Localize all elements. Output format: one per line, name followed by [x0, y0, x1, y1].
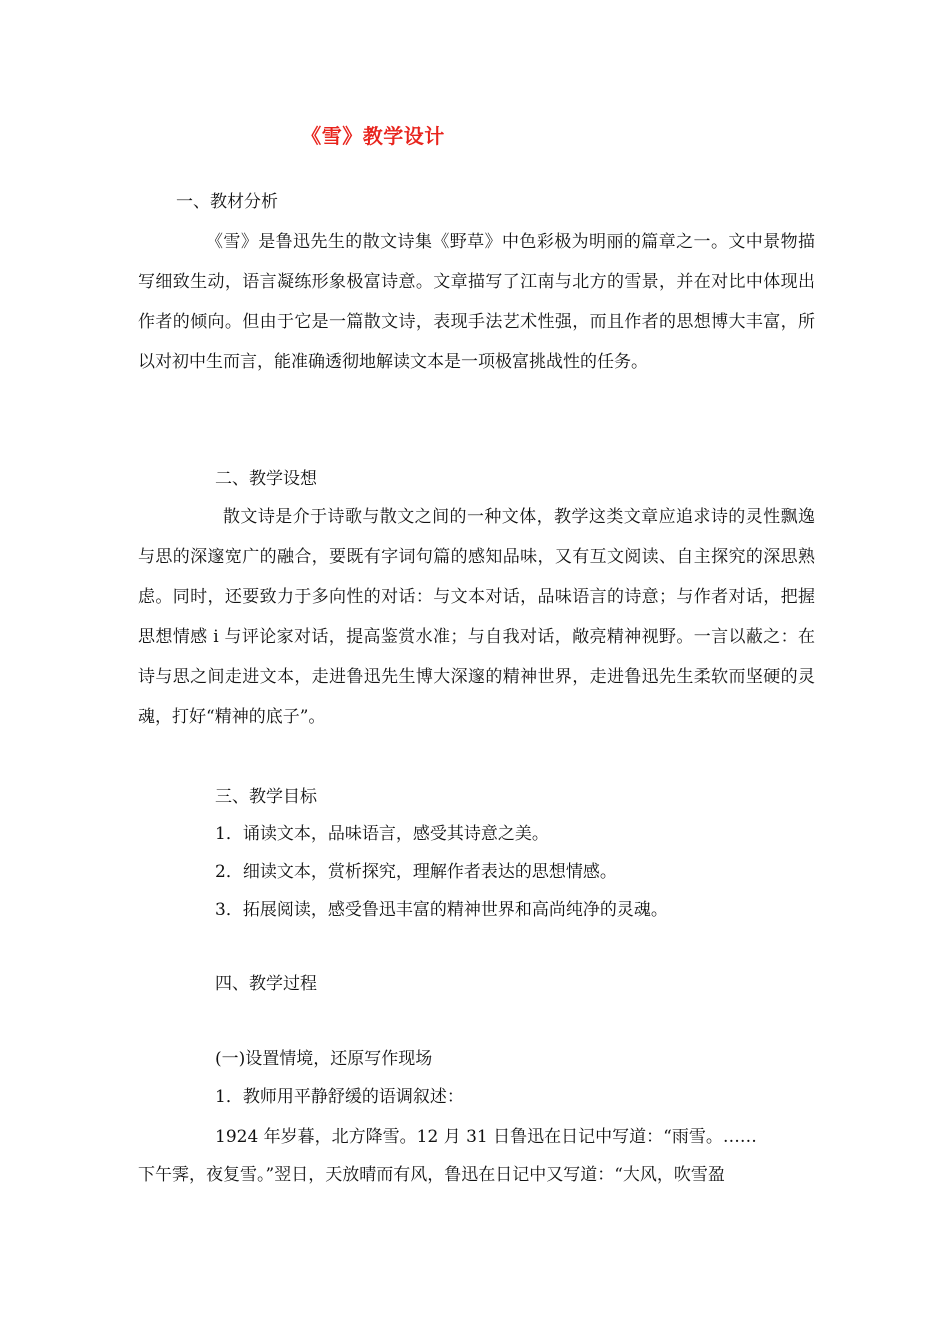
process-sub-heading: (一)设置情境，还原写作现场	[215, 1049, 433, 1069]
section-body-materials: 《雪》是鲁迅先生的散文诗集《野草》中色彩极为明丽的篇章之一。文中景物描写细致生动，语言凝练形象极富诗意。文章描写了江南与北方的雪景，并在对比中体现出作者的倾向。但由于它是一篇散文诗，表现手法艺术性强，而且作者的思想博大丰富，所以对初中生而言，能准确透彻地解读文本是一项极富挑战性的任务。	[138, 232, 815, 372]
section-heading-design: 二、教学设想	[215, 469, 317, 489]
goal-item-2: 2．细读文本，赏析探究，理解作者表达的思想情感。	[215, 862, 617, 882]
section-heading-materials: 一、教材分析	[176, 192, 278, 212]
goal-item-3: 3．拓展阅读，感受鲁迅丰富的精神世界和高尚纯净的灵魂。	[215, 900, 668, 920]
section-heading-process: 四、教学过程	[215, 974, 317, 994]
section-heading-goals: 三、教学目标	[215, 787, 317, 807]
process-text-line-2: 下午霁，夜复雪。”翌日，天放晴而有风，鲁迅在日记中又写道：“大风，吹雪盈	[138, 1165, 725, 1185]
process-step-1: 1．教师用平静舒缓的语调叙述：	[215, 1087, 464, 1107]
page-title: 《雪》教学设计	[301, 124, 445, 148]
section-body-design: 散文诗是介于诗歌与散文之间的一种文体，教学这类文章应追求诗的灵性飘逸与思的深邃宽广的融合，要既有字词句篇的感知品味，又有互文阅读、自主探究的深思熟虑。同时，还要致力于多向性的对话：与文本对话，品味语言的诗意；与作者对话，把握思想情感 i 与评论家对话，提高鉴赏水准；与自我对话，敞亮精神视野。一言以蔽之：在诗与思之间走进文本，走进鲁迅先生博大深邃的精神世界，走进鲁迅先生柔软而坚硬的灵魂，打好“精神的底子”。	[138, 507, 815, 727]
process-text-line-1: 1924 年岁暮，北方降雪。12 月 31 日鲁迅在日记中写道：“雨雪。……	[215, 1127, 757, 1147]
goal-item-1: 1．诵读文本，品味语言，感受其诗意之美。	[215, 824, 549, 844]
